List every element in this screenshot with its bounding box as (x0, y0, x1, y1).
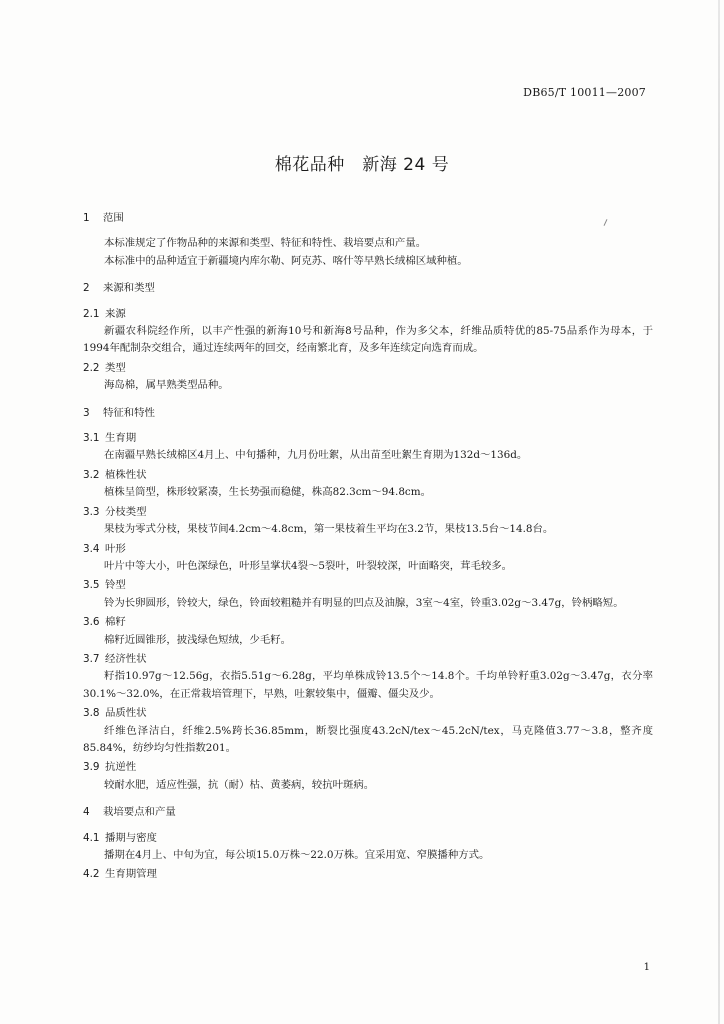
subsection-number: 3.8 (83, 707, 100, 720)
subsection-number: 3.9 (83, 761, 100, 774)
subsection-number: 3.7 (83, 652, 100, 665)
subsection-title: 播期与密度 (105, 831, 157, 844)
subsection-title: 生育期 (105, 432, 137, 445)
paragraph: 较耐水肥，适应性强，抗（耐）枯、黄萎病，较抗叶斑病。 (104, 778, 375, 791)
section-heading (83, 210, 653, 227)
subsection-heading (83, 306, 653, 323)
section-number: 3 (83, 406, 90, 419)
subsection-heading (83, 577, 653, 594)
document-body (83, 210, 653, 884)
paragraph: 叶片中等大小，叶色深绿色，叶形呈掌状4裂～5裂叶，叶裂较深，叶面略突，茸毛较多。 (104, 559, 513, 572)
subsection-number: 2.1 (83, 307, 100, 320)
subsection-title: 品质性状 (105, 707, 147, 720)
subsection-heading (83, 541, 653, 558)
subsection-number: 4.2 (83, 868, 100, 881)
subsection-number: 3.2 (83, 468, 100, 481)
section-title: 范围 (103, 212, 124, 224)
subsection-number: 3.1 (83, 432, 100, 445)
paragraph: 海岛棉，属早熟类型品种。 (104, 379, 229, 392)
subsection-heading (83, 705, 653, 722)
subsection-number: 2.2 (83, 361, 100, 374)
subsection-heading (83, 830, 653, 847)
paragraph: 植株呈筒型，株形较紧凑，生长势强而稳健，株高82.3cm～94.8cm。 (104, 486, 431, 499)
subsection-heading (83, 759, 653, 776)
section-title: 特征和特性 (103, 406, 155, 419)
subsection-heading (83, 467, 653, 484)
section-heading (83, 804, 653, 821)
section-number: 2 (83, 282, 90, 295)
subsection-heading (83, 360, 653, 377)
subsection-title: 分枝类型 (105, 505, 147, 518)
section-number: 1 (83, 212, 90, 224)
subsection-number: 3.5 (83, 579, 100, 592)
subsection-title: 来源 (105, 307, 126, 320)
subsection-title: 棉籽 (105, 616, 126, 629)
paragraph: 播期在4月上、中旬为宜，每公顷15.0万株～22.0万株。宜采用宽、窄膜播种方式。 (104, 849, 490, 861)
paragraph: 在南疆早熟长绒棉区4月上、中旬播种，九月份吐絮，从出苗至吐絮生育期为132d～136d。 (104, 449, 528, 462)
paragraph: 籽指10.97g～12.56g，衣指5.51g～6.28g，平均单株成铃13.5个～14.8个。千均单铃籽重3.02g～3.47g，衣分率30.1%～32.0%，在正常栽培管理下，早熟，吐絮较集中，僵瓣、僵尖及少。 (83, 670, 653, 700)
subsection-number: 3.3 (83, 505, 100, 518)
paragraph: 本标准中的品种适宜于新疆境内库尔勒、阿克苏、喀什等早熟长绒棉区域种植。 (104, 254, 468, 267)
paragraph: 铃为长卵圆形，铃较大，绿色，铃面较粗糙并有明显的凹点及油腺，3室～4室，铃重3.02g～3.47g，铃柄略短。 (104, 596, 624, 609)
paragraph: 新疆农科院经作所，以丰产性强的新海10号和新海8号品种，作为多父本，纤维品质特优的85-75品系作为母本，于1994年配制杂交组合，通过连续两年的回交，经南繁北育，及多年连续定向选育而成。 (83, 325, 653, 355)
subsection-number: 3.6 (83, 616, 100, 629)
subsection-heading (83, 866, 653, 883)
subsection-title: 植株性状 (105, 468, 147, 481)
subsection-heading (83, 504, 653, 521)
page-number: 1 (643, 962, 650, 973)
subsection-title: 铃型 (105, 579, 126, 592)
subsection-title: 叶形 (105, 542, 126, 555)
section-number: 4 (83, 806, 90, 819)
subsection-title: 经济性状 (105, 652, 147, 665)
section-title: 栽培要点和产量 (103, 806, 176, 819)
standard-code: DB65/T 10011—2007 (523, 86, 646, 99)
subsection-title: 生育期管理 (105, 868, 157, 881)
paragraph: 棉籽近圆锥形，披浅绿色短绒，少毛籽。 (104, 633, 292, 646)
subsection-heading (83, 614, 653, 631)
paragraph: 果枝为零式分枝，果枝节间4.2cm～4.8cm，第一果枝着生平均在3.2节，果枝13.5台～14.8台。 (104, 523, 554, 536)
subsection-title: 类型 (105, 361, 126, 374)
section-title: 来源和类型 (103, 282, 155, 295)
subsection-heading (83, 651, 653, 668)
section-heading (83, 405, 653, 422)
subsection-title: 抗逆性 (105, 761, 137, 774)
subsection-number: 3.4 (83, 542, 100, 555)
paragraph: 纤维色泽洁白，纤维2.5%跨长36.85mm，断裂比强度43.2cN/tex～45.2cN/tex，马克隆值3.77～3.8，整齐度85.84%，纺纱均匀性指数201。 (83, 724, 653, 754)
document-title: 棉花品种 新海 24 号 (274, 155, 450, 175)
section-heading (83, 280, 653, 297)
subsection-number: 4.1 (83, 831, 100, 844)
paragraph: 本标准规定了作物品种的来源和类型、特征和特性、栽培要点和产量。 (104, 237, 427, 250)
subsection-heading (83, 430, 653, 447)
